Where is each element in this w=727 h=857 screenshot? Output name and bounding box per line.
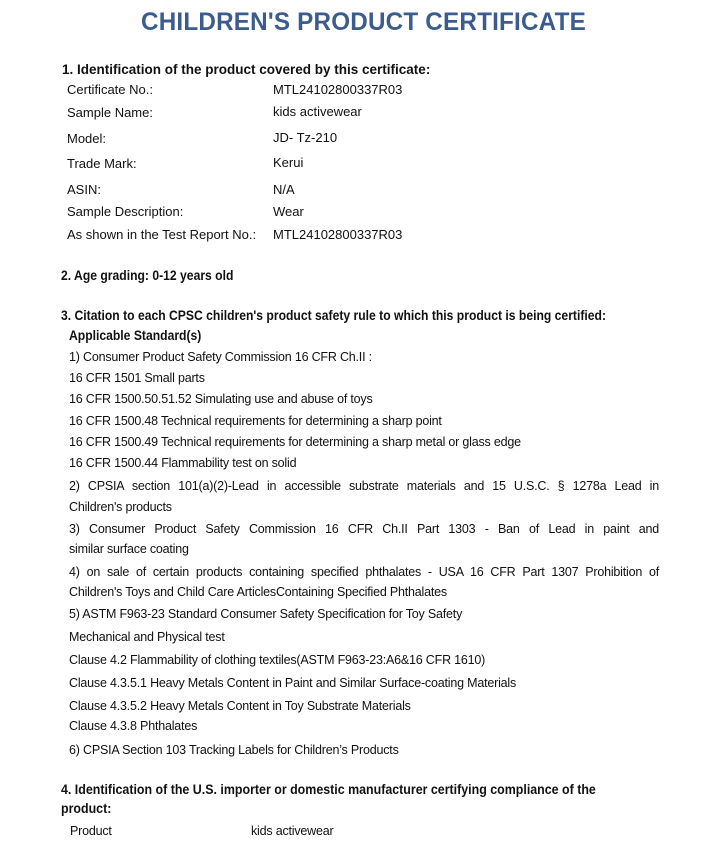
section-4-heading-line-2: product: <box>61 801 112 816</box>
standard-item-5-line: Clause 4.3.5.1 Heavy Metals Content in Paint and Similar Surface-coating Materials <box>69 676 517 690</box>
field-value-sample-description: Wear <box>273 204 304 219</box>
standard-item-4-line-1: 4) on sale of certain products containing specified phthalates - USA 16 CFR Part 1307 Prohibition of <box>69 565 659 579</box>
standard-item-6: 6) CPSIA Section 103 Tracking Labels for Children’s Products <box>69 743 399 757</box>
standard-item-5-line: Mechanical and Physical test <box>69 630 225 644</box>
standard-line: 16 CFR 1500.49 Technical requirements for determining a sharp metal or glass edge <box>69 435 521 449</box>
field-label-certificate-no: Certificate No.: <box>67 82 153 97</box>
standard-item-5-line: Clause 4.2 Flammability of clothing textiles(ASTM F963-23:A6&16 CFR 1610) <box>69 653 486 667</box>
standard-line: 16 CFR 1500.44 Flammability test on solid <box>69 456 297 470</box>
standard-item-5: 5) ASTM F963-23 Standard Consumer Safety Specification for Toy Safety <box>69 607 463 621</box>
field-label-trade-mark: Trade Mark: <box>67 156 137 171</box>
field-value-model: JD- Tz-210 <box>273 130 338 145</box>
standard-item-4-line-2: Children's Toys and Child Care ArticlesContaining Specified Phthalates <box>69 585 447 599</box>
field-label-product: Product <box>70 824 112 838</box>
standard-line: 1) Consumer Product Safety Commission 16 CFR Ch.II : <box>69 350 372 364</box>
section-4-heading-line-1: 4. Identification of the U.S. importer or domestic manufacturer certifying compliance of the <box>61 782 596 797</box>
applicable-standards-subheading: Applicable Standard(s) <box>69 328 202 343</box>
field-value-asin: N/A <box>273 182 295 197</box>
field-value-trade-mark: Kerui <box>273 155 304 170</box>
field-label-sample-name: Sample Name: <box>67 105 153 120</box>
field-label-asin: ASIN: <box>67 182 101 197</box>
standard-item-3-line-1: 3) Consumer Product Safety Commission 16 CFR Ch.II Part 1303 - Ban of Lead in paint and <box>69 522 659 536</box>
standard-line: 16 CFR 1501 Small parts <box>69 371 205 385</box>
field-value-sample-name: kids activewear <box>273 104 362 119</box>
standard-line: 16 CFR 1500.48 Technical requirements for determining a sharp point <box>69 414 442 428</box>
field-label-model: Model: <box>67 131 107 146</box>
field-label-test-report-no: As shown in the Test Report No.: <box>67 227 257 242</box>
field-label-sample-description: Sample Description: <box>67 204 184 219</box>
standard-item-3-line-2: similar surface coating <box>69 542 189 556</box>
section-3-heading: 3. Citation to each CPSC children's product safety rule to which this product is being certified: <box>61 308 606 323</box>
field-value-certificate-no: MTL24102800337R03 <box>273 82 403 97</box>
standard-item-5-line: Clause 4.3.8 Phthalates <box>69 719 198 733</box>
section-1-heading: 1. Identification of the product covered by this certificate: <box>62 62 431 77</box>
standard-line: 16 CFR 1500.50.51.52 Simulating use and abuse of toys <box>69 392 373 406</box>
standard-item-2-line-1: 2) CPSIA section 101(a)(2)-Lead in accessible substrate materials and 15 U.S.C. § 1278a Lead in <box>69 479 659 493</box>
field-value-test-report-no: MTL24102800337R03 <box>273 227 403 242</box>
section-2-heading: 2. Age grading: 0-12 years old <box>61 268 234 283</box>
standard-item-2-line-2: Children's products <box>69 500 172 514</box>
field-value-product: kids activewear <box>251 824 334 838</box>
certificate-title: CHILDREN'S PRODUCT CERTIFICATE <box>141 8 586 36</box>
standard-item-5-line: Clause 4.3.5.2 Heavy Metals Content in Toy Substrate Materials <box>69 699 411 713</box>
